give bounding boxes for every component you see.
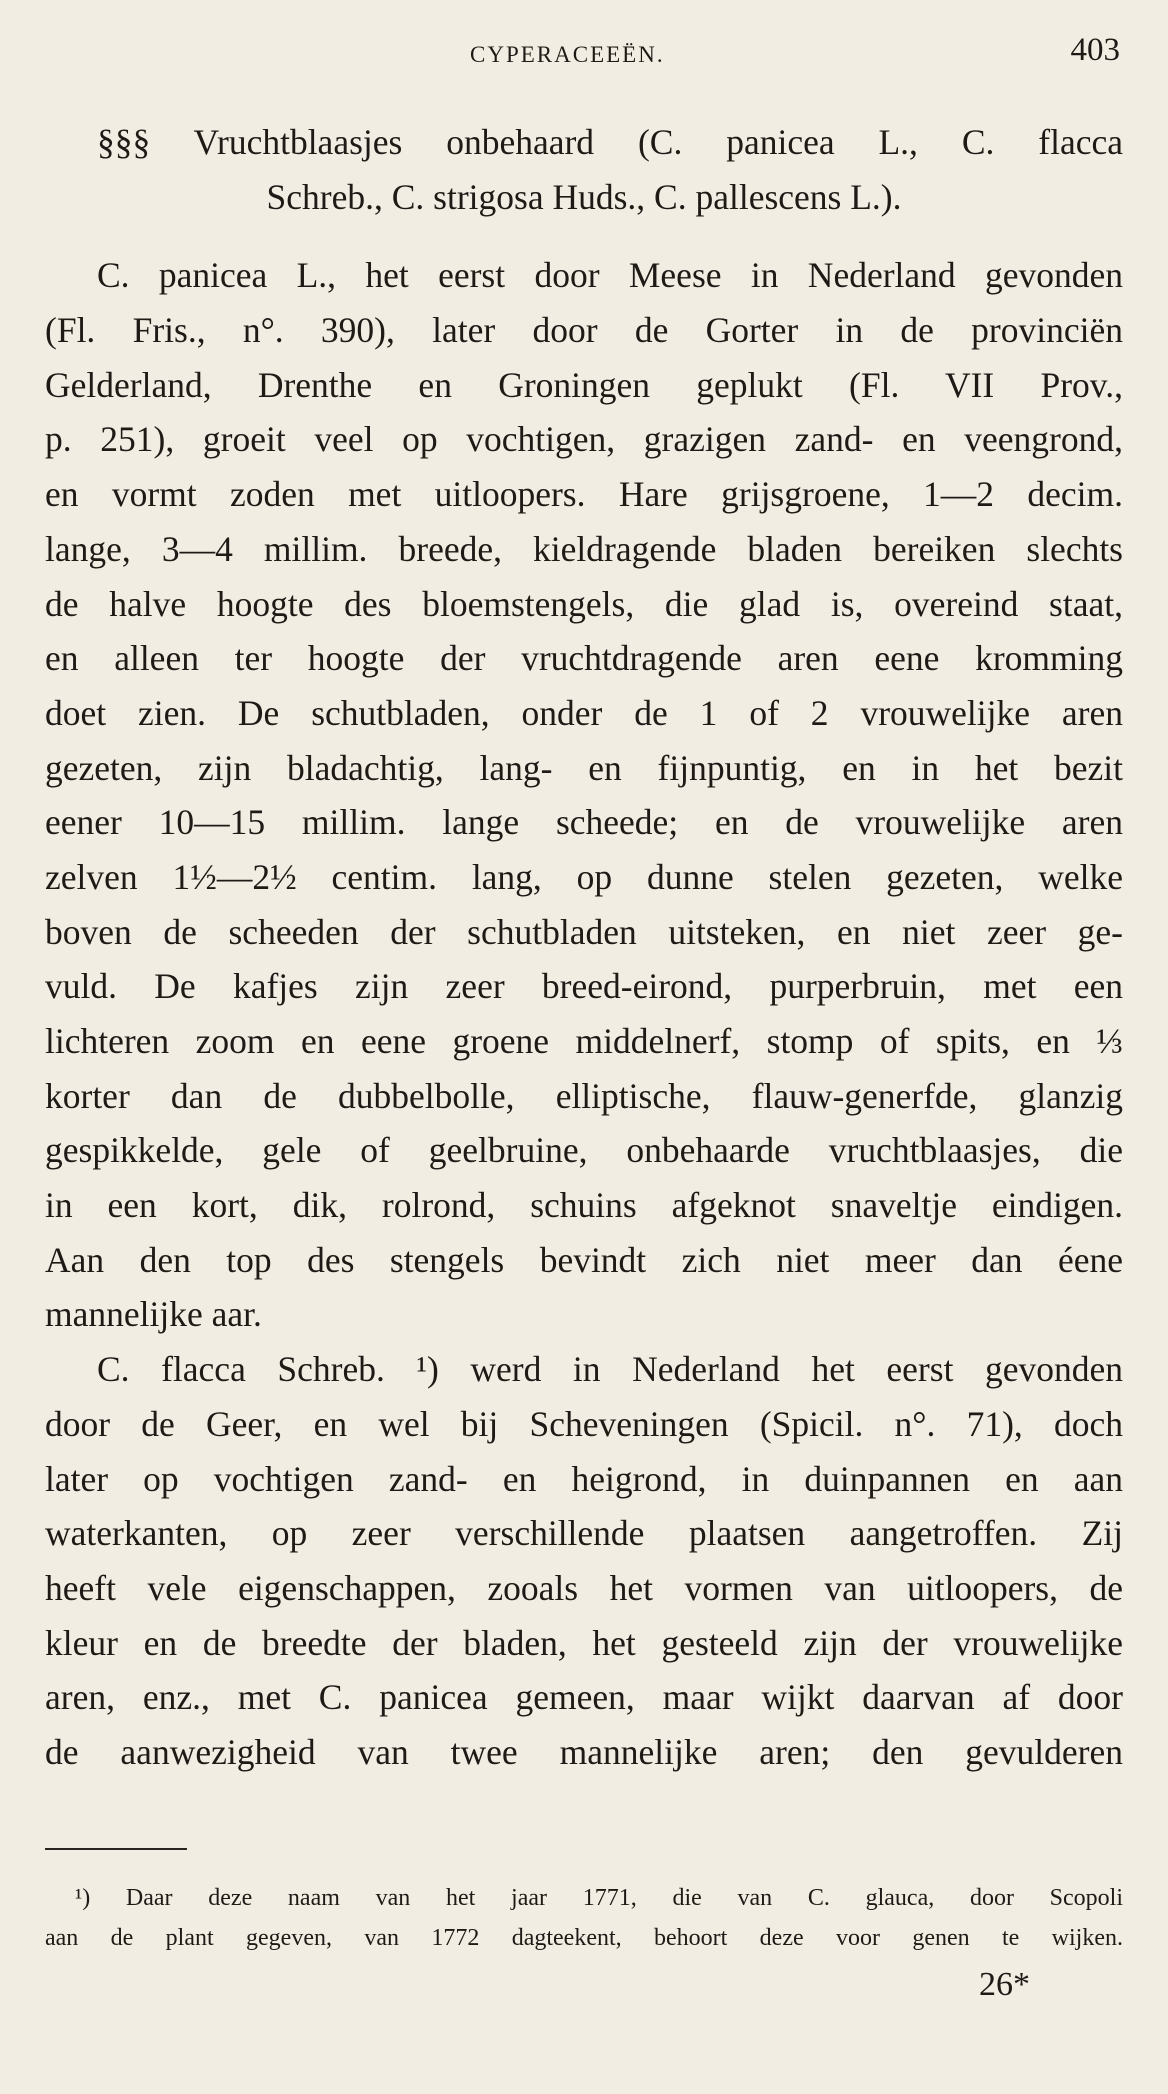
footnotes (45, 1878, 1123, 1958)
text-line: mannelijke aar. (45, 1294, 262, 1335)
text-line: C. panicea L., het eerst door Meese in Nederland gevonden (97, 255, 1123, 296)
text-line: heeft vele eigenschappen, zooals het vormen van uitloopers, de (45, 1567, 1123, 1608)
body-text (45, 115, 1123, 1780)
text-line: Schreb., C. strigosa Huds., C. pallescens L.). (266, 176, 902, 217)
text-line: waterkanten, op zeer verschillende plaatsen aangetroffen. Zij (45, 1513, 1123, 1554)
text-line: kleur en de breedte der bladen, het gesteeld zijn der vrouwelijke (45, 1622, 1123, 1663)
text-line: Gelderland, Drenthe en Groningen geplukt (Fl. VII Prov., (45, 364, 1123, 405)
text-line: aren, enz., met C. panicea gemeen, maar wijkt daarvan af door (45, 1677, 1123, 1718)
text-line: (Fl. Fris., n°. 390), later door de Gorter in de provinciën (45, 310, 1123, 351)
footnote-line: aan de plant gegeven, van 1772 dagteekent, behoort deze voor genen te wijken. (45, 1925, 1123, 1951)
text-line: boven de scheeden der schutbladen uitsteken, en niet zeer ge- (45, 911, 1123, 952)
text-line: vuld. De kafjes zijn zeer breed-eirond, purperbruin, met een (45, 966, 1123, 1007)
text-line: de aanwezigheid van twee mannelijke aren; den gevulderen (45, 1731, 1123, 1772)
text-line: lichteren zoom en eene groene middelnerf, stomp of spits, en ⅓ (45, 1021, 1123, 1061)
text-line: lange, 3—4 millim. breede, kieldragende bladen bereiken slechts (45, 528, 1123, 569)
text-line: korter dan de dubbelbolle, elliptische, flauw-generfde, glanzig (45, 1075, 1123, 1116)
footnote-rule (45, 1848, 187, 1850)
text-line: C. flacca Schreb. ¹) werd in Nederland het eerst gevonden (97, 1349, 1123, 1390)
text-line: Aan den top des stengels bevindt zich niet meer dan éene (45, 1239, 1123, 1280)
text-line: zelven 1½—2½ centim. lang, op dunne stelen gezeten, welke (45, 856, 1123, 897)
text-line: §§§ Vruchtblaasjes onbehaard (C. panicea L., C. flacca (97, 122, 1123, 162)
text-line: gespikkelde, gele of geelbruine, onbehaarde vruchtblaasjes, die (45, 1130, 1123, 1171)
text-line: door de Geer, en wel bij Scheveningen (Spicil. n°. 71), doch (45, 1403, 1123, 1444)
text-line: eener 10—15 millim. lange scheede; en de vrouwelijke aren (45, 802, 1123, 843)
text-line: doet zien. De schutbladen, onder de 1 of 2 vrouwelijke aren (45, 692, 1123, 733)
text-line: in een kort, dik, rolrond, schuins afgeknot snaveltje eindigen. (45, 1185, 1123, 1226)
page-number: 403 (1070, 32, 1120, 68)
footnote-line: ¹) Daar deze naam van het jaar 1771, die van C. glauca, door Scopoli (75, 1885, 1123, 1911)
text-line: en vormt zoden met uitloopers. Hare grijsgroene, 1—2 decim. (45, 474, 1123, 515)
running-title: CYPERACEEËN. (470, 42, 665, 67)
running-header (0, 32, 1168, 72)
signature-mark: 26* (979, 1966, 1030, 2003)
text-line: en alleen ter hoogte der vruchtdragende aren eene kromming (45, 638, 1123, 679)
text-line: p. 251), groeit veel op vochtigen, grazigen zand- en veengrond, (45, 419, 1123, 460)
text-line: later op vochtigen zand- en heigrond, in duinpannen en aan (45, 1458, 1123, 1499)
text-line: de halve hoogte des bloemstengels, die glad is, overeind staat, (45, 583, 1123, 624)
text-line: gezeten, zijn bladachtig, lang- en fijnpuntig, en in het bezit (45, 747, 1123, 788)
